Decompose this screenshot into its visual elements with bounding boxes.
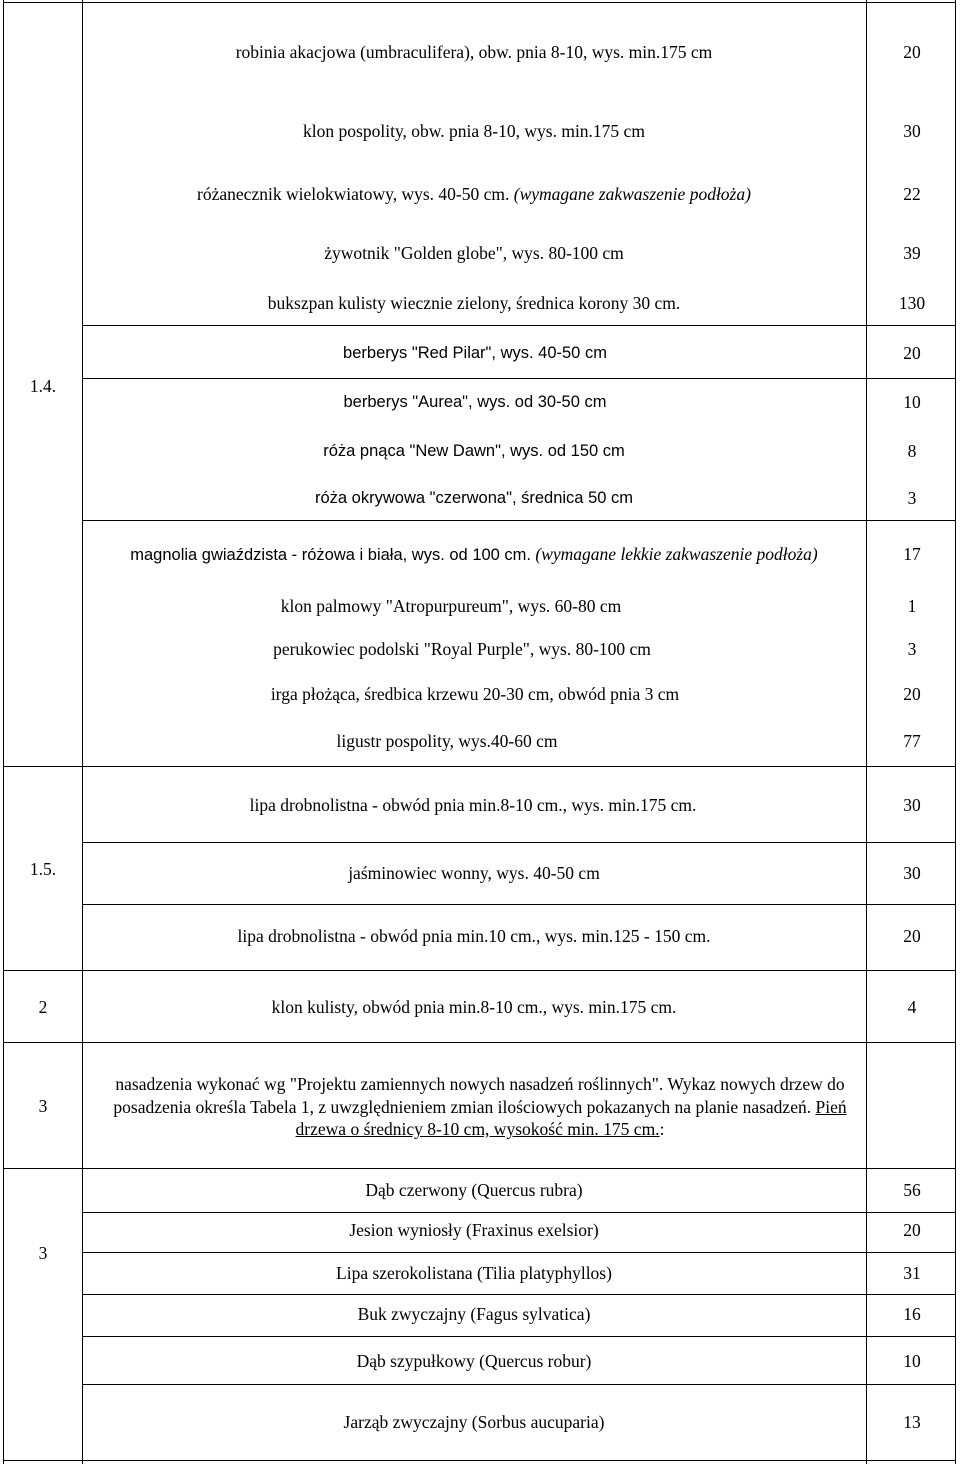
row-divider bbox=[83, 1212, 956, 1213]
section-divider bbox=[3, 1168, 956, 1169]
row-note: (wymagane zakwaszenie podłoża) bbox=[513, 184, 751, 204]
row-divider bbox=[83, 325, 956, 326]
section-number: 1.4. bbox=[29, 376, 57, 396]
tree-quantity: 16 bbox=[903, 1304, 921, 1324]
table-border-left bbox=[3, 0, 4, 1464]
row-note: (wymagane lekkie zakwaszenie podłoża) bbox=[535, 544, 818, 564]
row-quantity: 30 bbox=[903, 795, 921, 815]
table-border-right bbox=[955, 0, 956, 1464]
tree-name: Jarząb zwyczajny (Sorbus aucuparia) bbox=[343, 1412, 605, 1432]
col-divider-left bbox=[82, 0, 83, 1464]
row-quantity: 30 bbox=[903, 121, 921, 141]
planting-note-tail: : bbox=[659, 1119, 665, 1139]
row-description: berberys "Red Pilar", wys. 40-50 cm bbox=[343, 344, 607, 362]
tree-quantity: 56 bbox=[903, 1180, 921, 1200]
row-divider bbox=[83, 904, 956, 905]
row-quantity: 8 bbox=[907, 441, 917, 461]
row-quantity: 77 bbox=[903, 731, 921, 751]
row-quantity: 30 bbox=[903, 863, 921, 883]
row-divider bbox=[83, 1294, 956, 1295]
section-divider bbox=[3, 766, 956, 767]
row-quantity: 20 bbox=[903, 926, 921, 946]
row-description: bukszpan kulisty wiecznie zielony, średnica korony 30 cm. bbox=[267, 293, 681, 313]
row-divider bbox=[83, 378, 956, 379]
row-description-text: różanecznik wielokwiatowy, wys. 40-50 cm. bbox=[197, 184, 510, 204]
row-quantity: 1 bbox=[907, 596, 917, 616]
planting-note-text: nasadzenia wykonać wg "Projektu zamiennych nowych nasadzeń roślinnych". Wykaz nowych drzew do posadzenia określa Tabela 1, z uwzględnieniem zmian ilościowych pokazanych na planie nasadzeń. bbox=[113, 1074, 845, 1117]
row-description: ligustr pospolity, wys.40-60 cm bbox=[336, 731, 558, 751]
row-quantity: 3 bbox=[907, 639, 917, 659]
col-divider-right bbox=[866, 0, 867, 1464]
tree-quantity: 31 bbox=[903, 1263, 921, 1283]
tree-quantity: 13 bbox=[903, 1412, 921, 1432]
row-divider bbox=[83, 842, 956, 843]
row-description bbox=[197, 183, 751, 205]
row-divider bbox=[83, 1252, 956, 1253]
tree-quantity: 20 bbox=[903, 1220, 921, 1240]
tree-name: Dąb czerwony (Quercus rubra) bbox=[365, 1180, 583, 1200]
tree-name: Buk zwyczajny (Fagus sylvatica) bbox=[357, 1304, 591, 1324]
row-divider bbox=[83, 520, 956, 521]
tree-name: Lipa szerokolistana (Tilia platyphyllos) bbox=[336, 1263, 612, 1283]
bottom-border bbox=[3, 1460, 956, 1461]
row-description: irga płożąca, średbica krzewu 20-30 cm, obwód pnia 3 cm bbox=[270, 684, 680, 704]
row-quantity: 20 bbox=[903, 42, 921, 62]
section-divider bbox=[3, 970, 956, 971]
row-quantity: 39 bbox=[903, 243, 921, 263]
tree-name: Jesion wyniosły (Fraxinus exelsior) bbox=[349, 1220, 599, 1240]
section-number: 3 bbox=[38, 1243, 48, 1263]
row-divider bbox=[83, 1336, 956, 1337]
row-description-text: magnolia gwiaździsta - różowa i biała, wys. od 100 cm. bbox=[130, 546, 532, 564]
row-description: róża okrywowa "czerwona", średnica 50 cm bbox=[314, 489, 634, 507]
row-divider bbox=[83, 1384, 956, 1385]
planting-note-paragraph bbox=[92, 1073, 868, 1141]
row-description: klon kulisty, obwód pnia min.8-10 cm., wys. min.175 cm. bbox=[271, 997, 677, 1017]
row-description: jaśminowiec wonny, wys. 40-50 cm bbox=[348, 863, 600, 883]
row-description: lipa drobnolistna - obwód pnia min.10 cm., wys. min.125 - 150 cm. bbox=[237, 926, 711, 946]
row-quantity: 10 bbox=[903, 392, 921, 412]
section-number: 1.5. bbox=[29, 859, 57, 879]
section-number: 2 bbox=[38, 997, 48, 1017]
row-description: klon pospolity, obw. pnia 8-10, wys. min.175 cm bbox=[303, 121, 645, 141]
row-description: róża pnąca "New Dawn", wys. od 150 cm bbox=[323, 442, 625, 460]
row-quantity: 3 bbox=[907, 488, 917, 508]
planting-note-underlined: Pień drzewa o średnicy 8-10 cm, wysokość min. 175 cm. bbox=[295, 1096, 847, 1139]
row-description: perukowiec podolski "Royal Purple", wys. 80-100 cm bbox=[273, 639, 651, 659]
row-quantity: 20 bbox=[903, 684, 921, 704]
section-divider bbox=[3, 1042, 956, 1043]
row-quantity: 130 bbox=[898, 293, 926, 313]
row-description: robinia akacjowa (umbraculifera), obw. pnia 8-10, wys. min.175 cm bbox=[235, 42, 713, 62]
top-border bbox=[3, 2, 956, 3]
row-description: klon palmowy "Atropurpureum", wys. 60-80 cm bbox=[280, 596, 622, 616]
row-description: berberys "Aurea", wys. od 30-50 cm bbox=[343, 393, 607, 411]
row-quantity: 4 bbox=[907, 997, 917, 1017]
row-description: lipa drobnolistna - obwód pnia min.8-10 cm., wys. min.175 cm. bbox=[249, 795, 697, 815]
row-quantity: 20 bbox=[903, 343, 921, 363]
row-quantity: 17 bbox=[903, 544, 921, 564]
row-description: żywotnik "Golden globe", wys. 80-100 cm bbox=[324, 243, 624, 263]
row-quantity: 22 bbox=[903, 184, 921, 204]
tree-quantity: 10 bbox=[903, 1351, 921, 1371]
section-number: 3 bbox=[38, 1096, 48, 1116]
tree-name: Dąb szypułkowy (Quercus robur) bbox=[356, 1351, 592, 1371]
row-description bbox=[130, 543, 818, 566]
